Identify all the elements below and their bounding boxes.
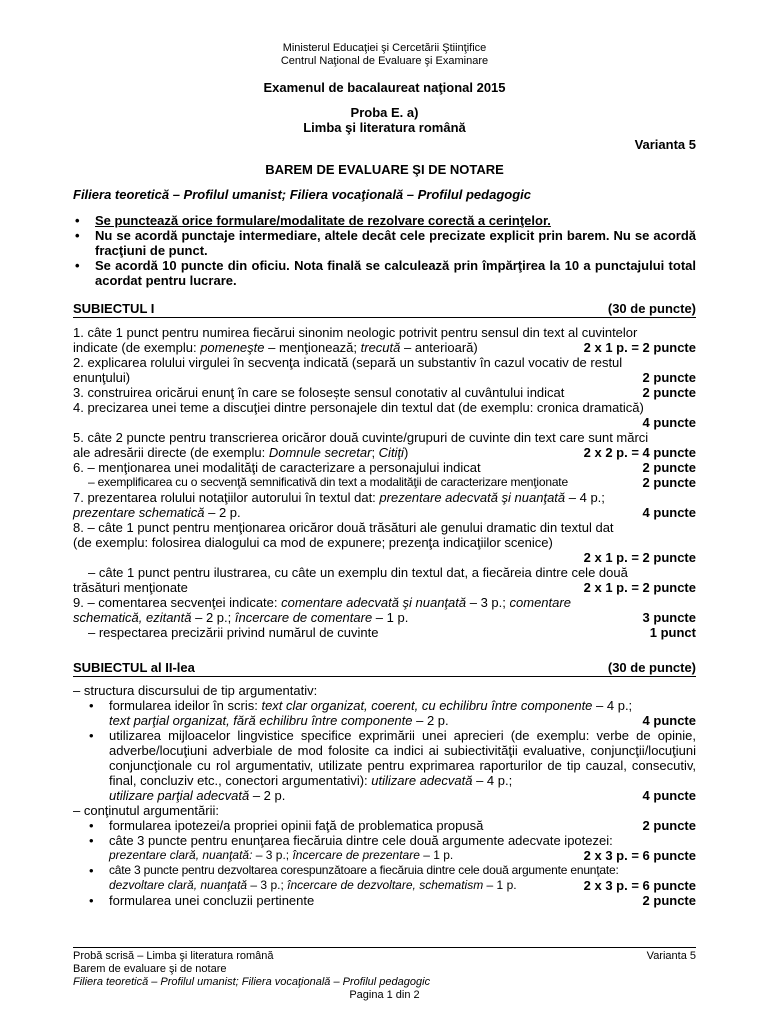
- item-5-score: 2 x 2 p. = 4 puncte: [580, 445, 696, 460]
- item-3-score: 2 puncte: [639, 385, 696, 400]
- barem-title: BAREM DE EVALUARE ŞI DE NOTARE: [265, 162, 504, 177]
- item-8b: – câte 1 punct pentru ilustrarea, cu câte un exemplu din textul dat, a fiecăreia dintre cele două trăsături menţionate 2 x 1 p. = 2 puncte: [73, 565, 696, 595]
- section-1-header: [73, 301, 696, 318]
- structure-list: [73, 698, 696, 803]
- content-heading: – conţinutul argumentării:: [73, 803, 219, 818]
- section-2-items: [73, 683, 696, 908]
- rules-list: [73, 213, 696, 288]
- content-list: [73, 818, 696, 908]
- item-4: 4. precizarea unei teme a discuţiei dintre personajele din textul dat (de exemplu: cronica dramatică) 4 puncte: [73, 400, 696, 430]
- exam-subject: Limba şi literatura română: [303, 120, 466, 135]
- document-page: [73, 0, 696, 908]
- content-item-score: 2 x 3 p. = 6 puncte: [580, 848, 696, 863]
- center-name: Centrul Naţional de Evaluare şi Examinare: [280, 55, 489, 67]
- item-8b-score: 2 x 1 p. = 2 puncte: [580, 580, 696, 595]
- rule-item: • Se punctează orice formulare/modalitate de rezolvare corectă a cerinţelor.: [73, 213, 696, 228]
- item-3: 3. construirea oricărui enunţ în care se folosește sensul conotativ al cuvântului indicat 2 puncte: [73, 385, 696, 400]
- structure-item-score: 4 puncte: [639, 788, 696, 803]
- filiera-line: Filiera teoretică – Profilul umanist; Filiera vocaţională – Profilul pedagogic: [73, 187, 532, 202]
- content-item-score: 2 puncte: [639, 818, 696, 833]
- structure-heading: – structura discursului de tip argumentativ:: [73, 683, 318, 698]
- item-1: 1. câte 1 punct pentru numirea fiecărui sinonim neologic potrivit pentru sensul din text al cuvintelor indicate (de exemplu: pomeneşte – menţionează; trecută – anterioară) 2 x 1 p. = 2 puncte: [73, 325, 696, 355]
- ministry-header: [73, 42, 696, 68]
- item-2: 2. explicarea rolului virgulei în secvenţa indicată (separă un substantiv în cazul vocativ de restul enunţului) 2 puncte: [73, 355, 696, 385]
- item-6b-score: 2 puncte: [639, 475, 696, 490]
- footer-exam: Probă scrisă – Limba şi literatura română: [73, 950, 274, 962]
- item-9a-score: 3 puncte: [639, 610, 696, 625]
- footer-barem: Barem de evaluare şi de notare: [73, 963, 227, 975]
- exam-title: Examenul de bacalaureat naţional 2015: [263, 80, 506, 95]
- section-1-title: SUBIECTUL I: [73, 301, 155, 316]
- exam-proba: Proba E. a): [350, 105, 419, 120]
- item-6a-score: 2 puncte: [639, 460, 696, 475]
- section-1-points: (30 de puncte): [607, 301, 696, 316]
- structure-item: • formularea ideilor în scris: text clar organizat, coerent, cu echilibru între componente – 4 p.; text parţial organizat, fără echilibru între componente – 2 p. 4 puncte: [87, 698, 696, 728]
- item-9b: – respectarea precizării privind numărul de cuvinte 1 punct: [88, 625, 696, 640]
- section-2-title: SUBIECTUL al II-lea: [73, 660, 195, 675]
- page-footer: [73, 947, 696, 1002]
- item-9a: 9. – comentarea secvenţei indicate: comentare adecvată şi nuanţată – 3 p.; comentare schematică, ezitantă – 2 p.; încercare de comentare – 1 p. 3 puncte: [73, 595, 696, 625]
- item-2-score: 2 puncte: [639, 370, 696, 385]
- footer-variant: Varianta 5: [646, 950, 696, 962]
- content-item: • câte 3 puncte pentru enunţarea fiecăruia dintre cele două argumente adecvate ipotezei: prezentare clară, nuanţată: – 3 p.; încercare de prezentare – 1 p. 2 x 3 p. = 6 puncte: [87, 833, 696, 863]
- item-1-score: 2 x 1 p. = 2 puncte: [580, 340, 696, 355]
- item-8a-score: 2 x 1 p. = 2 puncte: [580, 550, 696, 565]
- page-number: Pagina 1 din 2: [349, 989, 420, 1001]
- item-7-score: 4 puncte: [639, 505, 696, 520]
- item-9b-score: 1 punct: [646, 625, 696, 640]
- rule-item: • Nu se acordă punctaje intermediare, altele decât cele precizate explicit prin barem. Nu se acordă fracţiuni de punct.: [73, 228, 696, 258]
- content-item: • formularea ipotezei/a propriei opinii faţă de problematica propusă 2 puncte: [87, 818, 696, 833]
- content-item-score: 2 x 3 p. = 6 puncte: [580, 878, 696, 893]
- item-6a: 6. – menţionarea unei modalităţi de caracterizare a personajului indicat 2 puncte: [73, 460, 696, 475]
- structure-item-score: 4 puncte: [639, 713, 696, 728]
- content-item: • formularea unei concluzii pertinente 2 puncte: [87, 893, 696, 908]
- section-1-items: [73, 325, 696, 640]
- structure-item: • utilizarea mijloacelor lingvistice specifice exprimării unei aprecieri (de exemplu: verbe de opinie, adverbe/locuţiuni adverbiale de mod folosite ca indici ai subiectivităţii evaluative, conjuncţii/locuţiuni conjuncţionale cu rol argumentativ, utilizate pentru exprimarea raporturilor de tip cauzal, consecutiv, final, concluziv etc., conectori argumentativi): utilizare adecvată – 4 p.; utilizare parţial adecvată – 2 p. 4 puncte: [87, 728, 696, 803]
- variant-label: Varianta 5: [634, 137, 696, 152]
- ministry-name: Ministerul Educaţiei şi Cercetării Ştiinţifice: [282, 42, 487, 54]
- item-8a: 8. – câte 1 punct pentru menţionarea oricăror două trăsături ale genului dramatic din textul dat (de exemplu: folosirea dialogului ca mod de expunere; prezenţa indicaţiilor scenice) 2 x 1 p. = 2 puncte: [73, 520, 696, 565]
- item-4-score: 4 puncte: [639, 415, 696, 430]
- item-5: 5. câte 2 puncte pentru transcrierea oricăror două cuvinte/grupuri de cuvinte din text care sunt mărci ale adresării directe (de exemplu: Domnule secretar; Citiţi) 2 x 2 p. = 4 puncte: [73, 430, 696, 460]
- footer-filiera: Filiera teoretică – Profilul umanist; Filiera vocaţională – Profilul pedagogic: [73, 976, 431, 988]
- section-2-points: (30 de puncte): [607, 660, 696, 675]
- item-7: 7. prezentarea rolului notaţiilor autorului în textul dat: prezentare adecvată şi nuanţată – 4 p.; prezentare schematică – 2 p. 4 puncte: [73, 490, 696, 520]
- content-item: • câte 3 puncte pentru dezvoltarea corespunzătoare a fiecăruia dintre cele două argumente enunţate: dezvoltare clară, nuanţată – 3 p.; încercare de dezvoltare, schematism – 1 p. 2 x 3 p. = 6 puncte: [87, 863, 696, 893]
- content-item-score: 2 puncte: [639, 893, 696, 908]
- section-2-header: [73, 660, 696, 677]
- rule-item: • Se acordă 10 puncte din oficiu. Nota finală se calculează prin împărţirea la 10 a punctajului total acordat pentru lucrare.: [73, 258, 696, 288]
- item-6b: – exemplificarea cu o secvenţă semnificativă din text a modalităţii de caracterizare menţionate 2 puncte: [88, 475, 696, 490]
